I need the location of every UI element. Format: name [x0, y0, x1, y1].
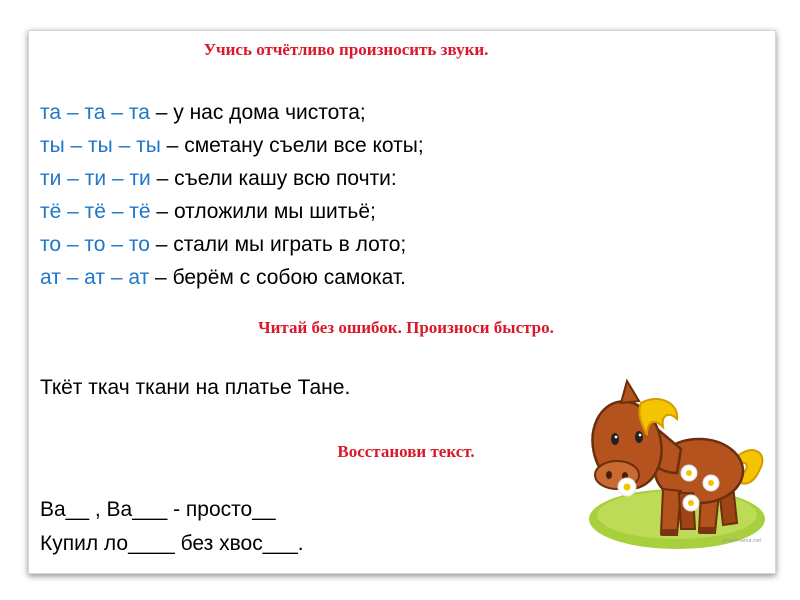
verse-text: – сметану съели все коты; [160, 134, 424, 157]
verse-line [40, 162, 424, 195]
verse-text: – съели кашу всю почти: [150, 167, 397, 190]
verse-text: – стали мы играть в лото; [149, 233, 407, 256]
verse-line [40, 228, 424, 261]
restore-line: Купил ло____ без хвос___. [40, 532, 304, 555]
heading-tongue-twister: Читай без ошибок. Произноси быстро. [258, 318, 554, 337]
heading-sounds: Учись отчётливо произносить звуки. [203, 40, 489, 59]
verse-text: – у нас дома чистота; [149, 101, 366, 124]
tongue-twister-text: Ткёт ткач ткани на платье Тане. [40, 376, 351, 399]
verse-text: – отложили мы шитьё; [150, 200, 376, 223]
image-credit: gifanimania.net [722, 538, 762, 544]
verse-line [40, 96, 424, 129]
verse-syllables: та – та – та [40, 101, 150, 124]
verse-syllables: ат – ат – ат [40, 266, 150, 289]
verse-line [40, 261, 424, 294]
verse-syllables: то – то – то [40, 233, 150, 256]
toy-horse-icon [581, 353, 771, 553]
heading-restore-text: Восстанови текст. [337, 442, 475, 461]
verse-line [40, 129, 424, 162]
worksheet-slide [28, 30, 776, 574]
restore-line: Ва__ , Ва___ - просто__ [40, 498, 276, 521]
verse-syllables: ты – ты – ты [40, 134, 161, 157]
verse-syllables: тё – тё – тё [40, 200, 151, 223]
verse-list [40, 96, 424, 294]
verse-syllables: ти – ти – ти [40, 167, 151, 190]
verse-line [40, 195, 424, 228]
verse-text: – берём с собою самокат. [149, 266, 406, 289]
